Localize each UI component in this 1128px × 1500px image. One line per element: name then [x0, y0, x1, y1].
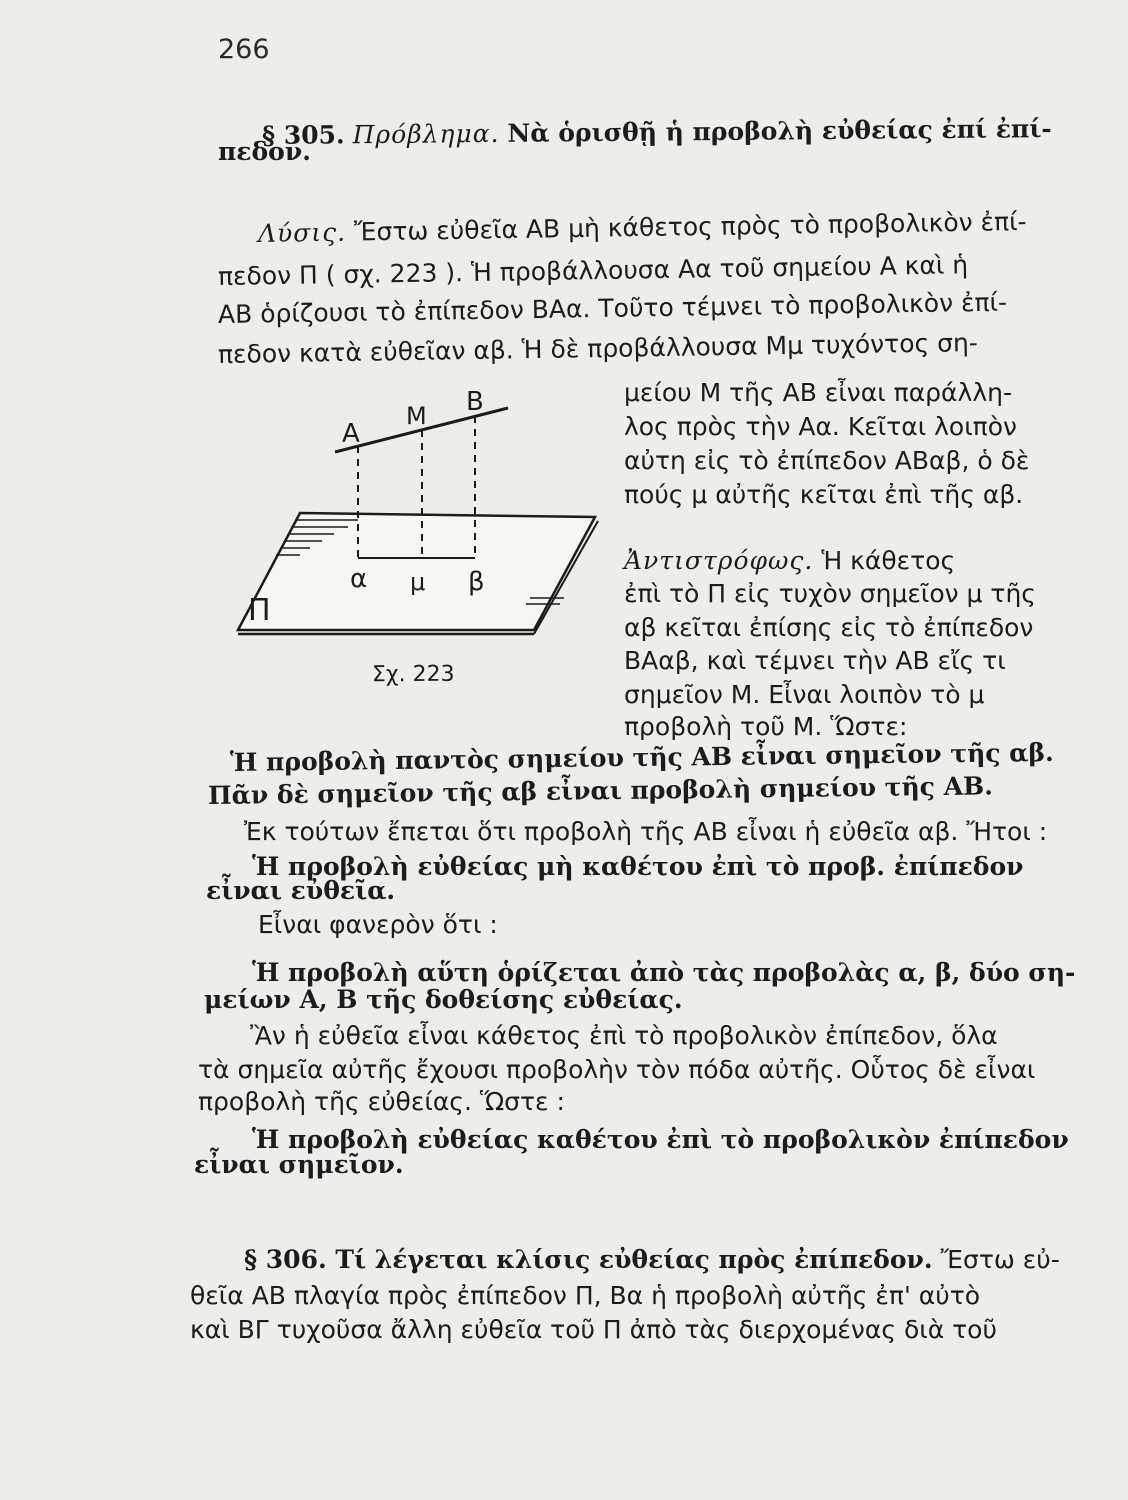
label-alpha: α [350, 564, 368, 594]
section-306-text: Ἔστω εὐ- [940, 1245, 1060, 1274]
solution-line [258, 207, 1027, 249]
rule-line: Ἡ προβολὴ παντὸς σημείου τῆς ΑΒ εἶναι σημεῖον τῆς αβ. [229, 737, 1054, 777]
rule-line: εἶναι σημεῖον. [194, 1150, 404, 1179]
text-line: προβολὴ τοῦ Μ. Ὥστε: [624, 712, 908, 741]
solution-label: Λύσις. [257, 217, 347, 248]
text-line: σημεῖον Μ. Εἶναι λοιπὸν τὸ μ [624, 680, 985, 709]
rule-line: μείων Α, Β τῆς δοθείσης εὐθείας. [204, 985, 683, 1014]
text-line: αὐτη εἰς τὸ ἐπίπεδον ΑΒαβ, ὁ δὲ [624, 446, 1030, 475]
rule-line: Πᾶν δὲ σημεῖον τῆς αβ εἶναι προβολὴ σημείου τῆς ΑΒ. [207, 771, 994, 810]
text-line: πούς μ αὐτῆς κεῖται ἐπὶ τῆς αβ. [624, 480, 1024, 509]
section-306-title: § 306. Τί λέγεται κλίσις εὐθείας πρὸς ἐπίπεδον. [244, 1245, 933, 1274]
text-line: τὰ σημεῖα αὐτῆς ἔχουσι προβολὴν τὸν πόδα αὐτῆς. Οὗτος δὲ εἶναι [198, 1055, 1036, 1084]
label-beta: β [468, 567, 485, 597]
text-line: Ἐκ τούτων ἔπεται ὅτι προβολὴ τῆς ΑΒ εἶναι ἡ εὐθεῖα αβ. Ἤτοι : [244, 817, 1048, 846]
figure-223 [230, 380, 610, 670]
label-B: Β [466, 387, 484, 417]
rule-line: εἶναι εὐθεῖα. [206, 876, 396, 905]
text-line: αβ κεῖται ἐπίσης εἰς τὸ ἐπίπεδον [624, 613, 1034, 642]
text-line: πεδον κατὰ εὐθεῖαν αβ. Ἡ δὲ προβάλλουσα Μμ τυχόντος ση- [217, 328, 979, 369]
text-line: πεδον. [218, 137, 311, 166]
section-number: § 305. [261, 120, 345, 150]
text-line: ΑΒ ὁρίζουσι τὸ ἐπίπεδον ΒΑα. Τοῦτο τέμνει τὸ προβολικὸν ἐπί- [217, 287, 1008, 329]
text-line: Ἂν ἡ εὐθεῖα εἶναι κάθετος ἐπὶ τὸ προβολικὸν ἐπίπεδον, ὅλα [250, 1021, 998, 1050]
label-mu: μ [410, 568, 426, 596]
solution-text: Ἔστω εὐθεῖα ΑΒ μὴ κάθετος πρὸς τὸ προβολικὸν ἐπί- [353, 206, 1027, 247]
text-line: προβολὴ τῆς εὐθείας. Ὥστε : [198, 1087, 565, 1116]
problem-statement: Νὰ ὁρισθῇ ἡ προβολὴ εὐθείας ἐπί ἐπί- [507, 114, 1052, 148]
label-Pi: Π [248, 593, 271, 628]
label-M: Μ [406, 402, 427, 430]
rule-line: Ἡ προβολὴ αὕτη ὁρίζεται ἀπὸ τὰς προβολὰς α, β, δύο ση- [252, 958, 1076, 987]
converse-text: Ἡ κάθετος [821, 546, 956, 575]
problem-label: Πρόβλημα. [352, 118, 500, 150]
label-A: Α [342, 419, 360, 449]
rule-line: Ἡ προβολὴ εὐθείας καθέτου ἐπὶ τὸ προβολικὸν ἐπίπεδον [252, 1125, 1069, 1154]
text-line: πεδον Π ( σχ. 223 ). Ἡ προβάλλουσα Αα τοῦ σημείου Α καὶ ἡ [217, 250, 969, 291]
converse-line [624, 546, 955, 576]
text-line: καὶ ΒΓ τυχοῦσα ἄλλη εὐθεῖα τοῦ Π ἀπὸ τὰς διερχομένας διὰ τοῦ [190, 1315, 997, 1344]
text-line: θεῖα ΑΒ πλαγία πρὸς ἐπίπεδον Π, Βα ἡ προβολὴ αὐτῆς ἐπ' αὐτὸ [190, 1281, 981, 1310]
page-number: 266 [218, 34, 270, 65]
text-line: ἐπὶ τὸ Π εἰς τυχὸν σημεῖον μ τῆς [624, 579, 1036, 608]
converse-label: Ἀντιστρόφως. [624, 546, 814, 575]
text-line: ΒΑαβ, καὶ τέμνει τὴν ΑΒ εἴς τι [624, 646, 1006, 675]
figure-caption: Σχ. 223 [371, 661, 455, 688]
section-306-heading [244, 1245, 1060, 1275]
section-305-heading [262, 114, 1052, 151]
text-line: λος πρὸς τὴν Αα. Κεῖται λοιπὸν [624, 412, 1017, 441]
text-line: Εἶναι φανερὸν ὅτι : [258, 910, 498, 939]
text-line: μείου Μ τῆς ΑΒ εἶναι παράλλη- [624, 378, 1012, 407]
rule-line: Ἡ προβολὴ εὐθείας μὴ καθέτου ἐπὶ τὸ προβ. ἐπίπεδον [252, 852, 1024, 881]
